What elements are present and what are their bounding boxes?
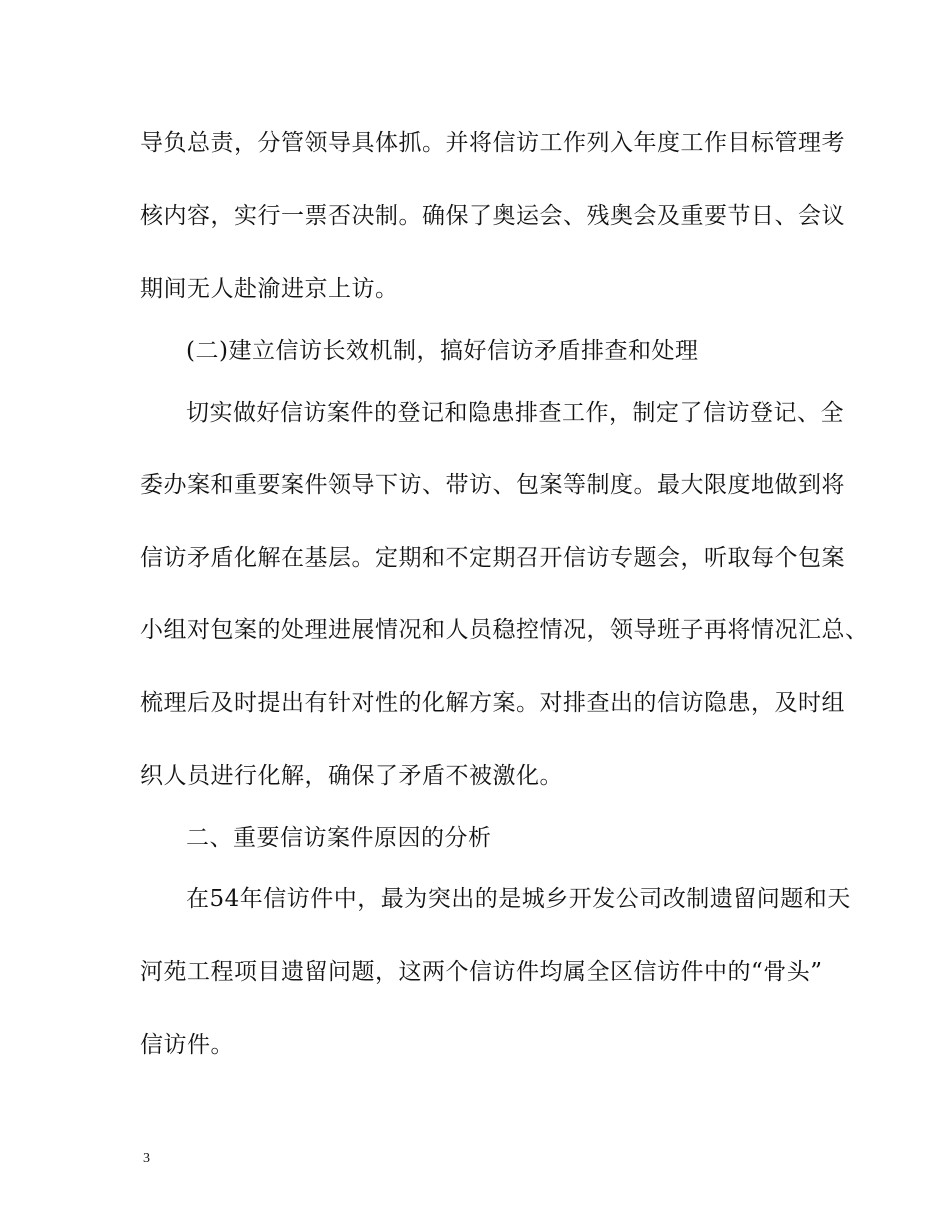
text-line: 信访件。 (140, 1032, 234, 1058)
text-line: 河苑工程项目遗留问题，这两个信访件均属全区信访件中的“骨头” (140, 959, 823, 985)
text-line: 梳理后及时提出有针对性的化解方案。对排查出的信访隐患，及时组 (140, 690, 845, 716)
text-line: 期间无人赴渝进京上访。 (140, 276, 399, 302)
section-heading: 二、重要信访案件原因的分析 (186, 825, 492, 851)
text-line: 导负总责，分管领导具体抓。并将信访工作列入年度工作目标管理考 (140, 130, 845, 156)
text-line: 核内容，实行一票否决制。确保了奥运会、残奥会及重要节日、会议 (140, 203, 845, 229)
text-line: 小组对包案的处理进展情况和人员稳控情况，领导班子再将情况汇总、 (140, 617, 869, 643)
paragraph-first-line: 在54年信访件中，最为突出的是城乡开发公司改制遗留问题和天 (186, 886, 851, 912)
text-line: 信访矛盾化解在基层。定期和不定期召开信访专题会，听取每个包案 (140, 545, 845, 571)
paragraph-first-line: 切实做好信访案件的登记和隐患排查工作，制定了信访登记、全 (186, 400, 844, 426)
text-line: 织人员进行化解，确保了矛盾不被激化。 (140, 763, 563, 789)
section-heading: (二)建立信访长效机制，搞好信访矛盾排查和处理 (186, 338, 699, 364)
text-line: 委办案和重要案件领导下访、带访、包案等制度。最大限度地做到将 (140, 472, 845, 498)
page-number: 3 (143, 1151, 150, 1166)
